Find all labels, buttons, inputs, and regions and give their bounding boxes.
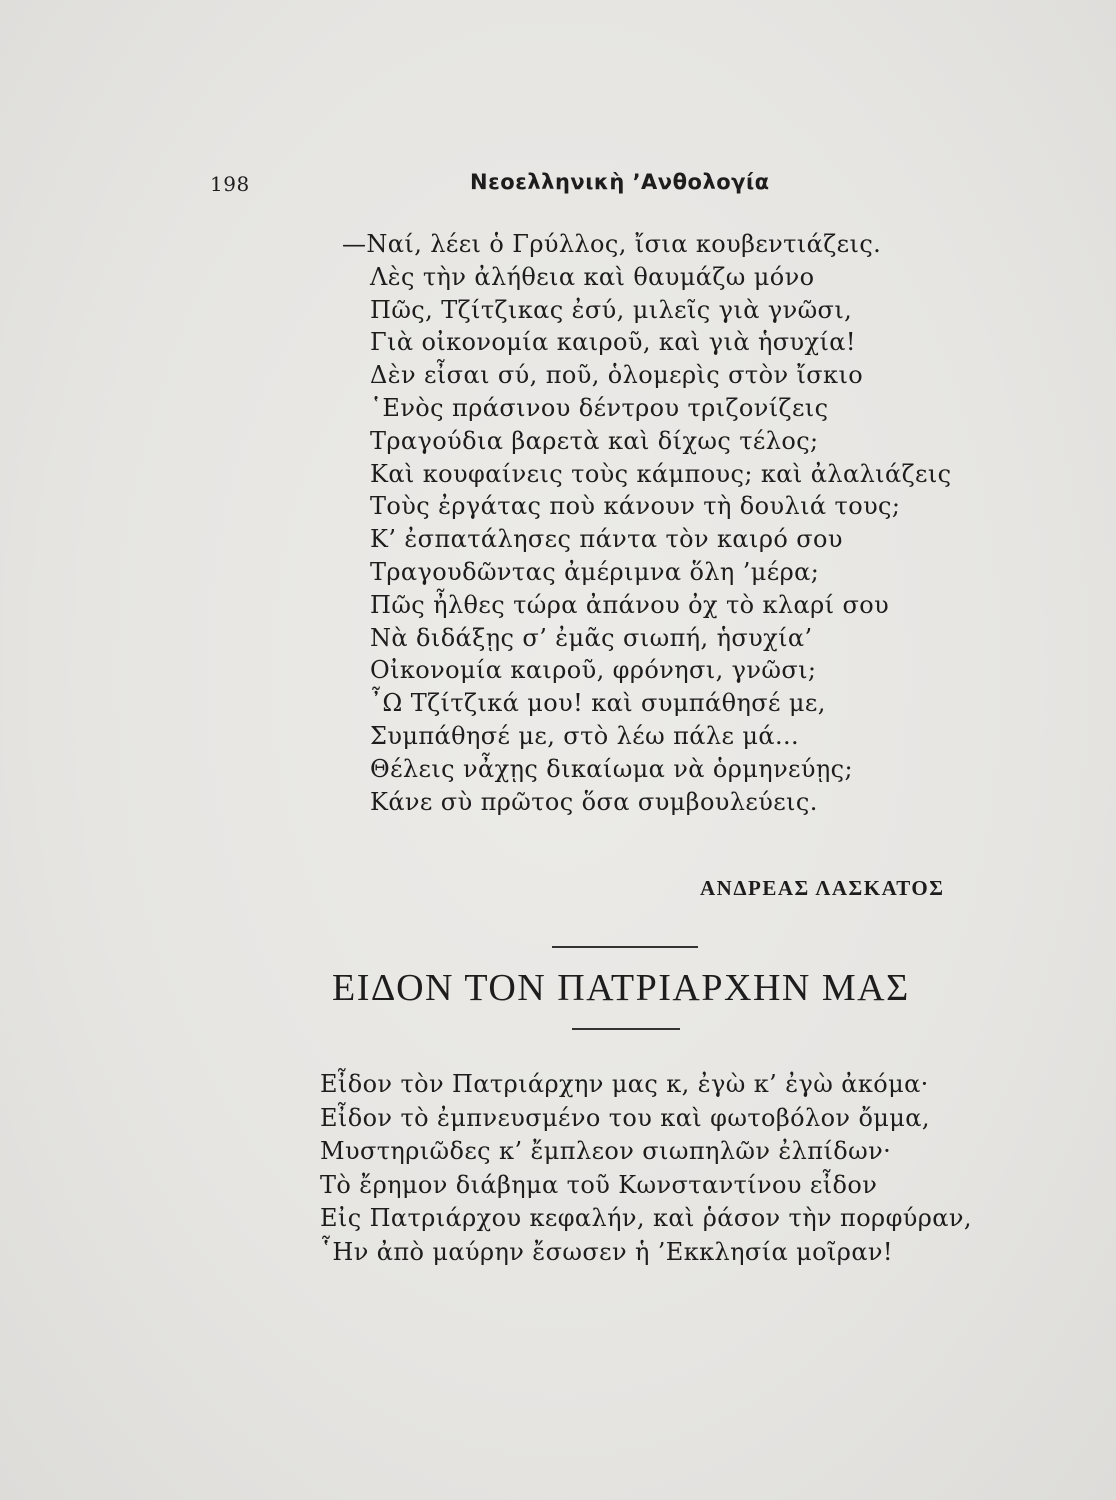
page-number: 198 — [210, 172, 250, 196]
poem-line: Πῶς ἦλθες τώρα ἀπάνου ὀχ τὸ κλαρί σου — [370, 590, 890, 619]
section-divider-top — [552, 946, 698, 948]
poem-line: Θέλεις νἆχῃς δικαίωμα νὰ ὁρμηνεύῃς; — [370, 754, 853, 783]
poem-line: Εἶδον τὸ ἐμπνευσμένο του καὶ φωτοβόλον ὄμμα, — [320, 1103, 930, 1132]
poem-line: Λὲς τὴν ἀλήθεια καὶ θαυμάζω μόνο — [370, 262, 815, 291]
poem-line: Γιὰ οἰκονομία καιροῦ, καὶ γιὰ ἡσυχία! — [370, 328, 856, 357]
poem-line: Συμπάθησέ με, στὸ λέω πάλε μά... — [370, 721, 800, 750]
poem-title: ΕΙΔΟΝ ΤΟΝ ΠΑΤΡΙΑΡΧΗΝ ΜΑΣ — [332, 967, 910, 1009]
poem-line: Μυστηριῶδες κ’ ἔμπλεον σιωπηλῶν ἐλπίδων· — [320, 1137, 892, 1165]
poem-line: —Ναί, λέει ὁ Γρύλλος, ἴσια κουβεντιάζεις. — [342, 230, 882, 258]
poem-line: Εἰς Πατριάρχου κεφαλήν, καὶ ῥάσον τὴν πορφύραν, — [320, 1204, 972, 1232]
poem-line: Τοὺς ἐργάτας ποὺ κάνουν τὴ δουλιά τους; — [370, 492, 901, 521]
poem-line: ῾Ενὸς πράσινου δέντρου τριζονίζεις — [370, 393, 829, 422]
poem-line: Καὶ κουφαίνεις τοὺς κάμπους; καὶ ἀλαλιάζεις — [370, 459, 952, 488]
page-header — [0, 170, 1116, 200]
poem-line: Τραγουδῶντας ἀμέριμνα ὅλη ’μέρα; — [370, 557, 820, 586]
poem-line: Εἶδον τὸν Πατριάρχην μας κ, ἐγὼ κ’ ἐγὼ ἀκόμα· — [320, 1070, 929, 1098]
poem-line: Οἰκονομία καιροῦ, φρόνησι, γνῶσι; — [370, 656, 817, 685]
poem-line: Δὲν εἶσαι σύ, ποῦ, ὁλομερὶς στὸν ἴσκιο — [370, 361, 864, 390]
poem-fable — [342, 228, 1022, 818]
poem-line: Κ’ ἐσπατάλησες πάντα τὸν καιρό σου — [370, 525, 843, 554]
poem-line: Νὰ διδάξῃς σ’ ἐμᾶς σιωπή, ἡσυχία’ — [370, 623, 813, 652]
poem-line: Τὸ ἔρημον διάβημα τοῦ Κωνσταντίνου εἶδον — [320, 1170, 878, 1199]
running-title: Νεοελληνικὴ ’Ανθολογία — [470, 170, 770, 194]
poem-patriarch — [320, 1068, 1020, 1269]
poem-line: Κάνε σὺ πρῶτος ὅσα συμβουλεύεις. — [370, 787, 818, 816]
section-divider-bottom — [572, 1028, 680, 1030]
poem-line: Πῶς, Τζίτζικας ἐσύ, μιλεῖς γιὰ γνῶσι, — [370, 295, 853, 324]
poem-line: ῏Ω Τζίτζικά μου! καὶ συμπάθησέ με, — [370, 689, 826, 718]
poem-line: Τραγούδια βαρετὰ καὶ δίχως τέλος; — [370, 426, 819, 455]
poem-line: ῟Ην ἀπὸ μαύρην ἔσωσεν ἡ ’Εκκλησία μοῖραν! — [320, 1237, 893, 1266]
poem-author: ΑΝΔΡΕΑΣ ΛΑΣΚΑΤΟΣ — [700, 876, 945, 900]
